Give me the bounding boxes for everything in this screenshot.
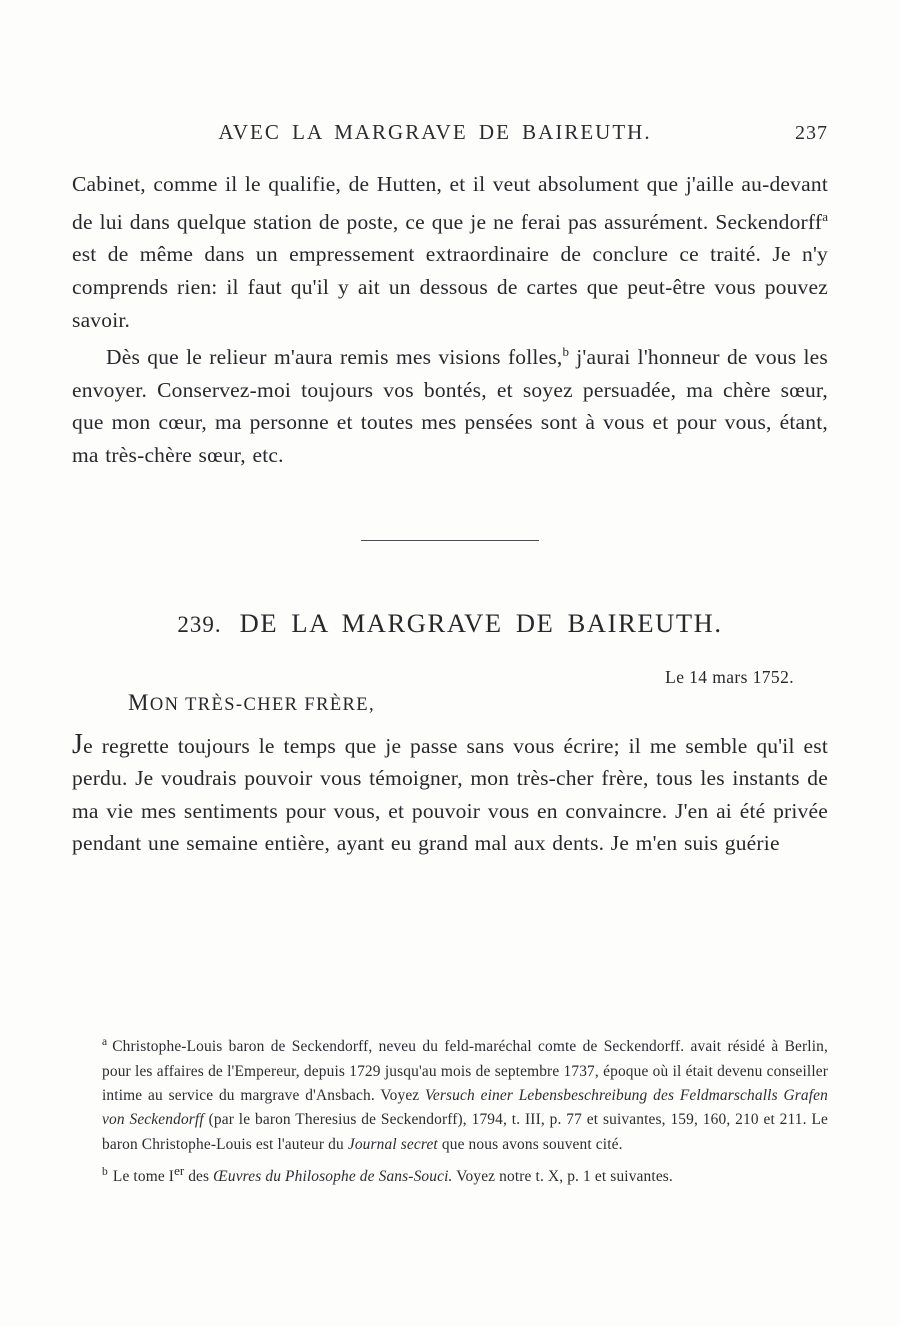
footnote-b-text-2: des xyxy=(184,1168,214,1186)
running-head xyxy=(72,120,828,154)
letter-date: Le 14 mars 1752. xyxy=(665,666,794,687)
letter-body-text: e regrette toujours le temps que je passe sans vous écrire; il me semble qu'il est perdu. Je voudrais pouvoir vous témoigner, mon très-cher frère, tous les instants de ma vie mes sentiments pour vous, et pouvoir vous en convaincre. J'en ai été privée pendant une semaine entière, ayant eu grand mal aux dents. Je m'en suis guérie xyxy=(72,733,828,856)
footnote-a-mark: a xyxy=(102,1036,108,1048)
letter-body xyxy=(72,730,828,860)
footnote-a-title-1: Versuch einer Lebensbeschreibung des Feldmarschalls Grafen von Seckendorff xyxy=(102,1086,828,1129)
footnote-a-text-2: (par le baron Theresius de Seckendorff), 1794, t. III, p. 77 et suivantes, 159, 160, 210 et 211. Le baron Christophe-Louis est l'auteur du xyxy=(102,1111,828,1153)
paragraph-text-part-3: Dès que le relieur m'aura remis mes visions folles, xyxy=(106,345,563,370)
paragraph-text-part-2: est de même dans un empressement extraordinaire de conclure ce traité. Je n'y comprends rien: il faut qu'il y ait un dessous de cartes que peut-être vous pouvez savoir. xyxy=(72,242,828,332)
section-divider xyxy=(72,528,828,546)
footnote-a-text-1: Christophe-Louis baron de Seckendorff, neveu du feld-maréchal comte de Seckendorff. avait résidé à Berlin, pour les affaires de l'Empereur, depuis 1729 jusqu'au mois de septembre 1737, époque où il était devenu conseiller intime au service du margrave d'Ansbach. Voyez xyxy=(102,1038,828,1104)
footnote-b xyxy=(72,1159,828,1190)
footnotes-block xyxy=(72,1030,828,1190)
paragraph-continued xyxy=(72,168,828,336)
letter-title: DE LA MARGRAVE DE BAIREUTH. xyxy=(239,607,723,638)
page-content xyxy=(72,120,828,860)
paragraph-text-part-4: j'aurai l'honneur de vous les envoyer. Conservez-moi toujours vos bontés, et soyez persuadée, ma chère sœur, que mon cœur, ma personne et toutes mes pensées sont à vous et pour vous, étant, ma très-chère sœur, etc. xyxy=(72,345,828,468)
letter-dropcap: J xyxy=(72,728,84,760)
footnote-ref-a[interactable]: a xyxy=(822,208,828,224)
footnote-b-mark: b xyxy=(102,1166,108,1179)
salutation-text: ON TRÈS-CHER FRÈRE, xyxy=(149,694,376,715)
letter-number: 239. xyxy=(177,611,222,637)
paragraph-visions xyxy=(72,336,828,472)
footnote-a-title-2: Journal secret xyxy=(347,1135,438,1153)
footnote-a xyxy=(72,1030,828,1157)
horizontal-rule xyxy=(361,540,539,541)
footnote-b-text-1: Le tome I xyxy=(112,1168,175,1186)
footnote-b-text-3: Voyez notre t. X, p. 1 et suivantes. xyxy=(452,1168,673,1186)
running-head-title: AVEC LA MARGRAVE DE BAIREUTH. xyxy=(218,120,652,144)
paragraph-text-part-1: Cabinet, comme il le qualifie, de Hutten, et il veut absolument que j'aille au-devant de lui dans quelque station de poste, ce que je ne ferai pas assurément. Seckendorff xyxy=(72,172,828,234)
footnote-ref-b[interactable]: b xyxy=(562,344,569,360)
salutation-initial: M xyxy=(128,689,150,715)
letter-salutation xyxy=(72,690,828,716)
footnote-b-ordinal: er xyxy=(174,1163,185,1179)
letter-heading xyxy=(72,608,828,639)
page-number: 237 xyxy=(795,122,828,144)
footnote-b-title: Œuvres du Philosophe de Sans-Souci. xyxy=(213,1168,453,1186)
footnote-a-text-3: que nous avons souvent cité. xyxy=(437,1135,623,1153)
